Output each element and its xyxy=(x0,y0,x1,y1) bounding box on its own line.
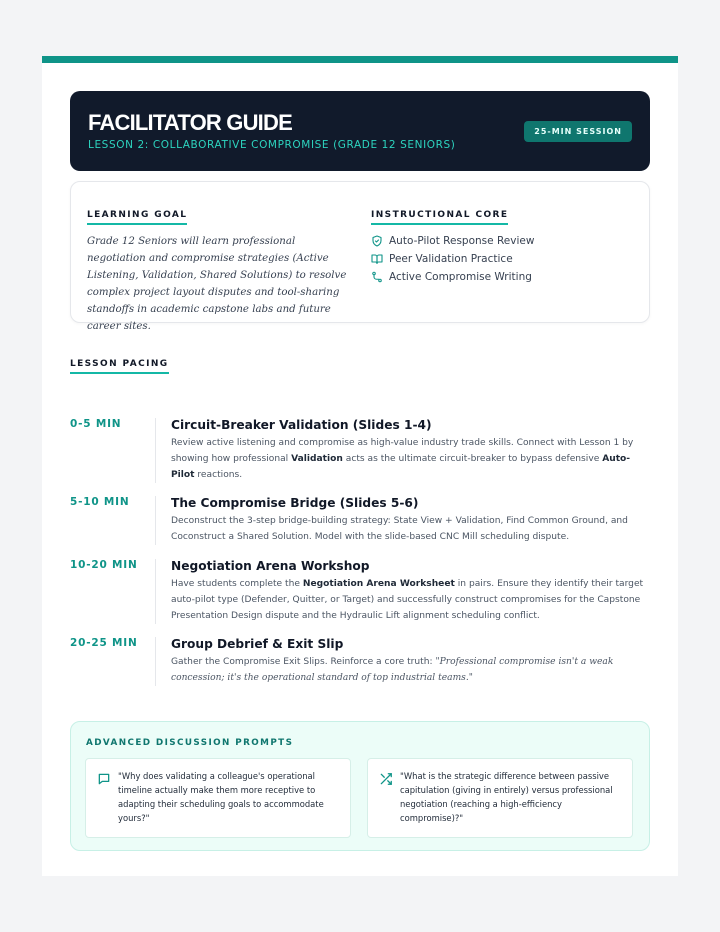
session-badge: 25-MIN SESSION xyxy=(524,121,632,142)
pacing-title: Negotiation Arena Workshop xyxy=(171,559,370,573)
pacing-time: 10-20 MIN xyxy=(70,559,138,571)
discussion-prompts-panel xyxy=(70,721,650,851)
prompt-card xyxy=(85,758,351,838)
prompt-text: "Why does validating a colleague's operational timeline actually make them more receptive to adapting their scheduling goals to accommodate yours?" xyxy=(118,771,324,823)
learning-goal-section xyxy=(87,202,349,335)
pacing-content xyxy=(155,418,650,483)
shuffle-icon xyxy=(379,772,393,786)
pacing-title: Circuit-Breaker Validation (Slides 1-4) xyxy=(171,418,432,432)
learning-goal-label: LEARNING GOAL xyxy=(87,210,187,225)
pacing-description: Deconstruct the 3-step bridge-building strategy: State View + Validation, Find Common Ground, and Coconstruct a Shared Solution. Model with the slide-based CNC Mill scheduling dispute. xyxy=(171,516,628,542)
shield-icon xyxy=(371,235,383,247)
pacing-description: Have students complete the Negotiation Arena Worksheet in pairs. Ensure they identify their target auto-pilot type (Defender, Quitter, or Target) and successfully construct compromises for the Capstone Presentation Design dispute and the Hydraulic Lift alignment scheduling conflict. xyxy=(171,579,644,621)
lesson-pacing-label: LESSON PACING xyxy=(70,359,169,374)
core-item-label: Active Compromise Writing xyxy=(389,271,532,283)
chat-bubble-icon xyxy=(97,772,111,786)
core-item xyxy=(371,250,631,268)
discussion-prompts-label: ADVANCED DISCUSSION PROMPTS xyxy=(86,738,294,748)
core-item xyxy=(371,232,631,250)
pacing-content xyxy=(155,637,650,686)
pacing-time: 20-25 MIN xyxy=(70,637,138,649)
prompt-card xyxy=(367,758,633,838)
instructional-core-label: INSTRUCTIONAL CORE xyxy=(371,210,508,225)
book-open-icon xyxy=(371,253,383,265)
learning-goal-text: Grade 12 Seniors will learn professional negotiation and compromise strategies (Active Listening, Validation, Shared Solutions) to resolve complex project layout disputes and tool-sharing standoffs in academic capstone labs and future career sites. xyxy=(87,236,347,332)
pacing-title: Group Debrief & Exit Slip xyxy=(171,637,344,651)
lesson-subtitle: LESSON 2: COLLABORATIVE COMPROMISE (GRADE 12 SENIORS) xyxy=(88,139,456,151)
instructional-core-section xyxy=(371,202,631,286)
core-item-label: Peer Validation Practice xyxy=(389,253,513,265)
pacing-content xyxy=(155,559,650,624)
pacing-time: 5-10 MIN xyxy=(70,496,130,508)
instructional-core-list xyxy=(371,232,631,286)
overview-card xyxy=(70,181,650,332)
pacing-content xyxy=(155,496,650,545)
route-icon xyxy=(371,271,383,283)
pacing-description: Review active listening and compromise as high-value industry trade skills. Connect with Lesson 1 by showing how professional Validation acts as the ultimate circuit-breaker to bypass defensive Auto-Pilot reactions. xyxy=(171,438,634,480)
core-item xyxy=(371,268,631,286)
prompt-text: "What is the strategic difference between passive capitulation (giving in entirely) versus professional negotiation (reaching a high-efficiency compromise)?" xyxy=(400,771,613,823)
page-title: FACILITATOR GUIDE xyxy=(88,110,292,135)
pacing-title: The Compromise Bridge (Slides 5-6) xyxy=(171,496,419,510)
pacing-description: Gather the Compromise Exit Slips. Reinforce a core truth: "Professional compromise isn't a weak concession; it's the operational standard of top industrial teams." xyxy=(171,657,614,683)
core-item-label: Auto-Pilot Response Review xyxy=(389,235,535,247)
guide-header xyxy=(70,91,650,171)
pacing-time: 0-5 MIN xyxy=(70,418,122,430)
guide-page xyxy=(42,56,678,876)
